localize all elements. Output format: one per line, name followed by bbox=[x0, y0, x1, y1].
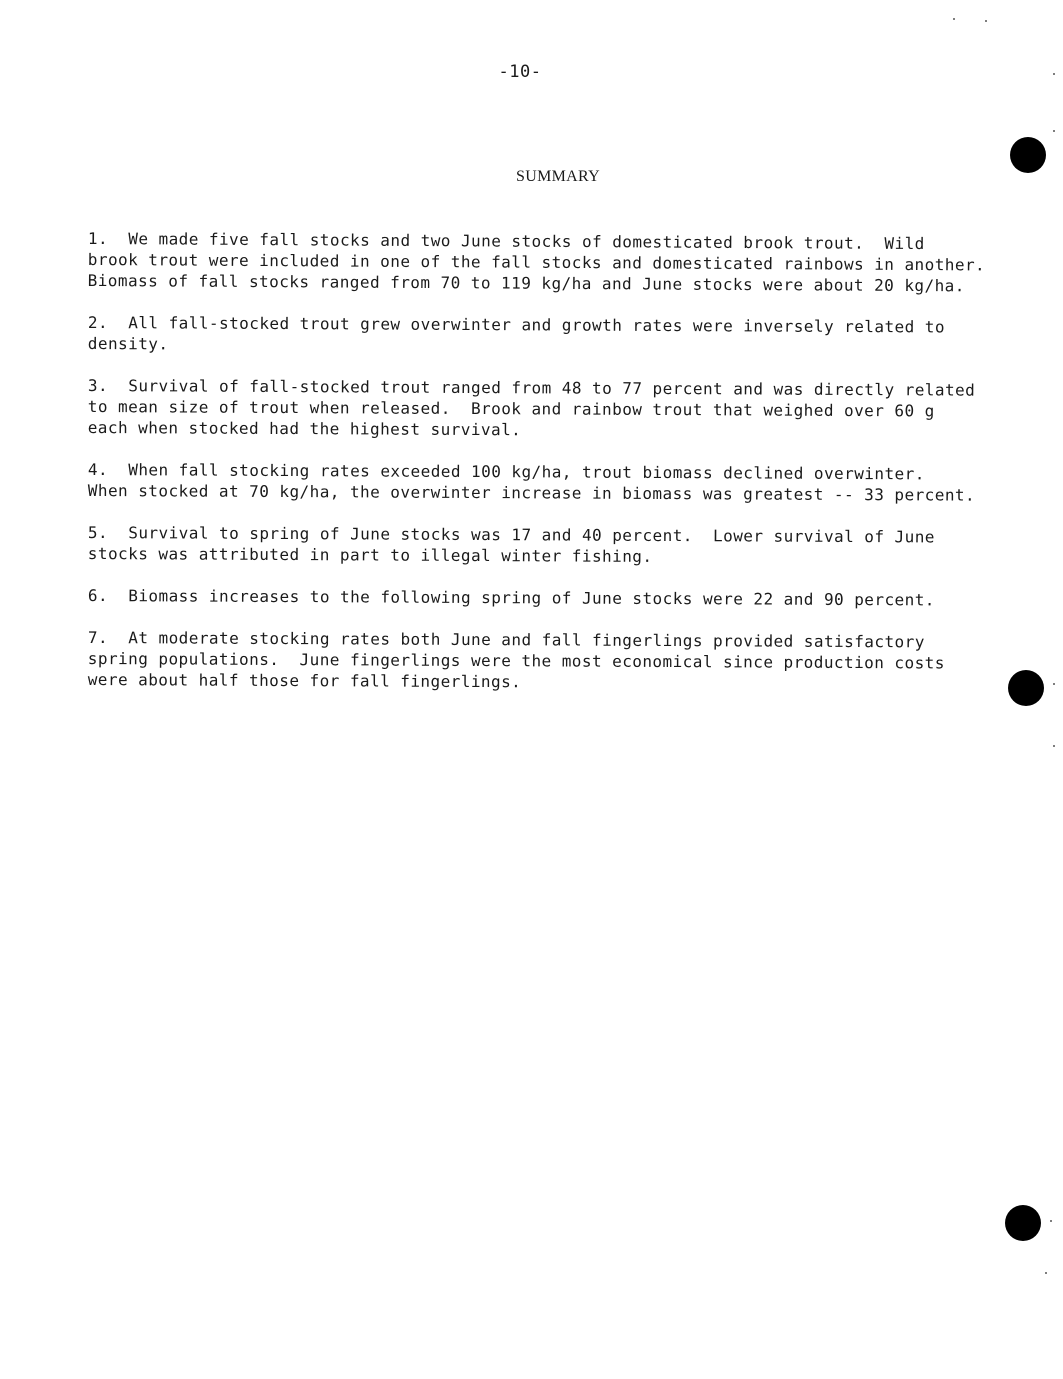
scan-speck bbox=[1045, 1272, 1047, 1274]
scan-speck bbox=[1050, 1220, 1052, 1222]
summary-item-2: 2. All fall-stocked trout grew overwinter and growth rates were inversely related to density. bbox=[87, 313, 946, 354]
scan-speck bbox=[1053, 683, 1055, 685]
scan-speck bbox=[985, 20, 987, 22]
summary-item-4: 4. When fall stocking rates exceeded 100 kg/ha, trout biomass declined overwinter. When stocked at 70 kg/ha, the overwinter increase in biomass was greatest -- 33 percent. bbox=[87, 460, 976, 505]
summary-list bbox=[88, 228, 1050, 711]
summary-item-5: 5. Survival to spring of June stocks was 17 and 40 percent. Lower survival of June stocks was attributed in part to illegal winter fishing. bbox=[87, 523, 935, 566]
summary-item-3: 3. Survival of fall-stocked trout ranged from 48 to 77 percent and was directly related to mean size of trout when released. Brook and rainbow trout that weighed over 60 g each when stocked had the highest survival. bbox=[87, 376, 976, 440]
summary-item-1: 1. We made five fall stocks and two June stocks of domesticated brook trout. Wild brook trout were included in one of the fall stocks and domesticated rainbows in another. Biomass of fall stocks ranged from 70 to 119 kg/ha and June stocks were about 20 kg/ha. bbox=[87, 228, 986, 296]
summary-heading: SUMMARY bbox=[516, 168, 600, 185]
scan-speck bbox=[1053, 745, 1055, 747]
summary-item-6: 6. Biomass increases to the following spring of June stocks were 22 and 90 percent. bbox=[87, 586, 935, 610]
scan-speck bbox=[1053, 73, 1055, 75]
punch-hole-top bbox=[1010, 137, 1046, 173]
scan-speck bbox=[953, 18, 955, 20]
page-number: -10- bbox=[498, 62, 542, 82]
punch-hole-bottom bbox=[1005, 1205, 1041, 1241]
summary-item-7: 7. At moderate stocking rates both June and fall fingerlings provided satisfactory spring populations. June fingerlings were the most economical since production costs were about half those for fall fingerlings. bbox=[87, 628, 945, 692]
scan-speck bbox=[1053, 130, 1055, 132]
punch-hole-middle bbox=[1008, 670, 1044, 706]
